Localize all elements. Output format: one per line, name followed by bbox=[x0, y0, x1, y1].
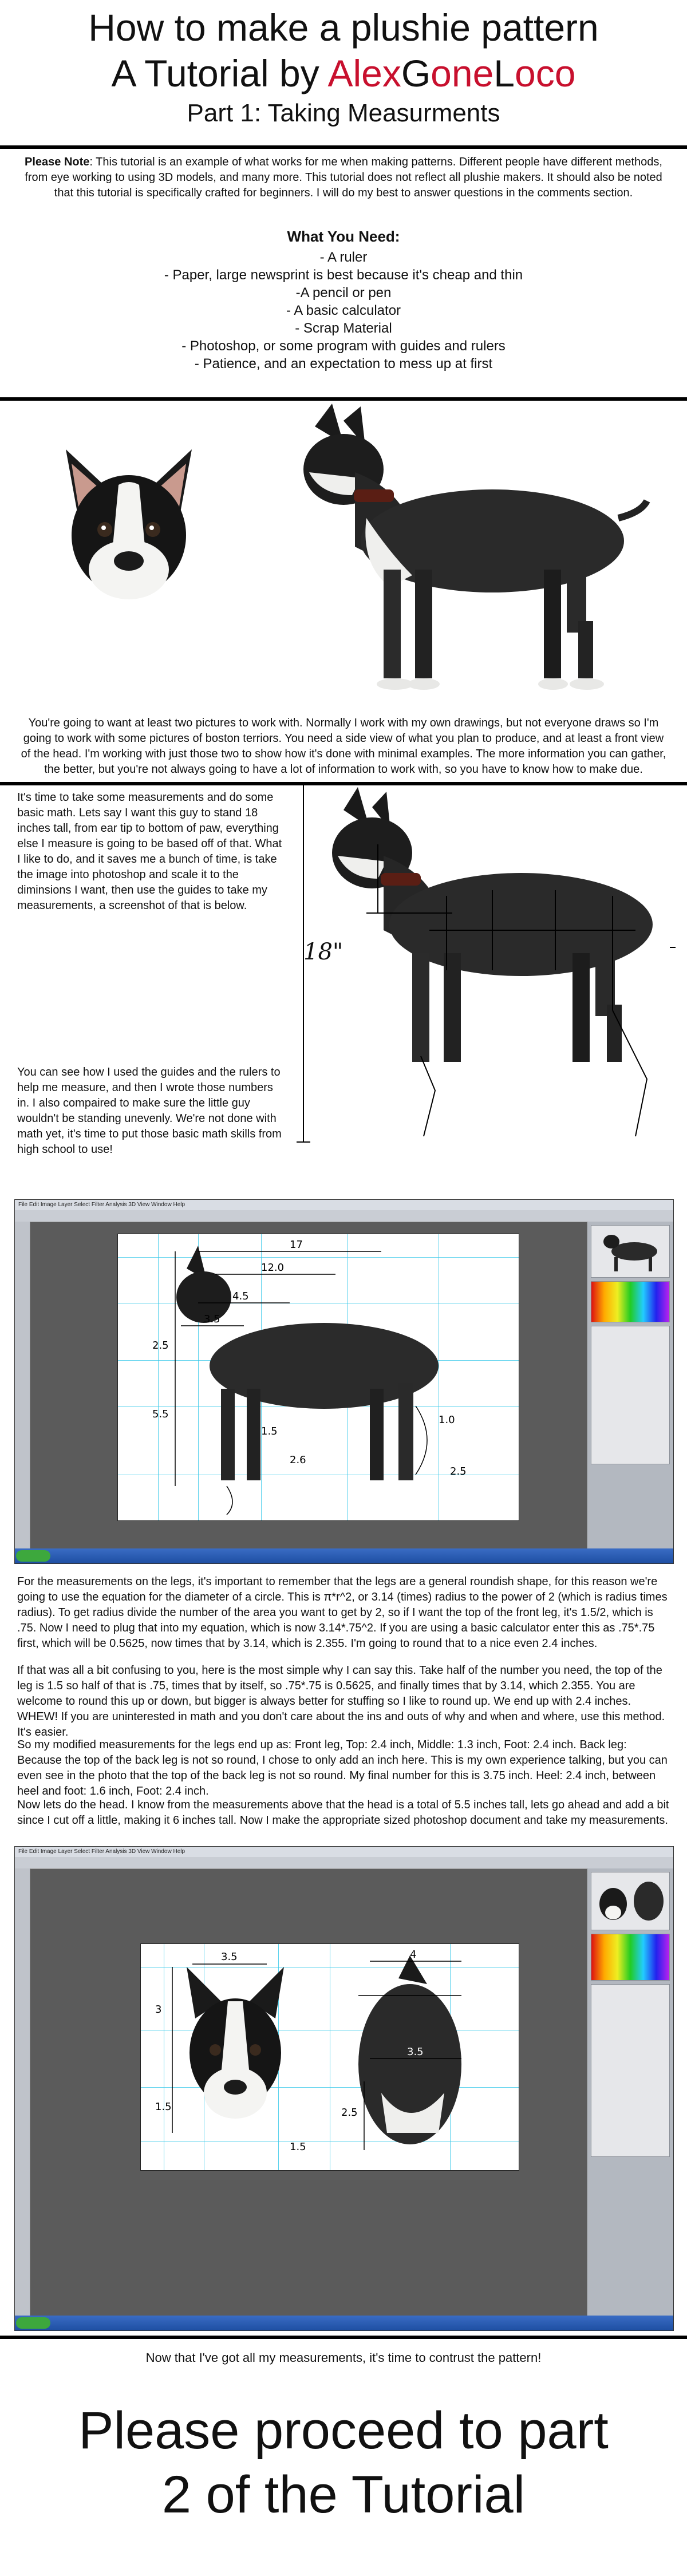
section3-p1: For the measurements on the legs, it's important to remember that the legs are a general roundish shape, for this reason we're going to use the equation for the diameter of a circle. This is π*r^2, or 3.14 (times) radius to the power of 2 (which is radius times radius). To get radius divide the number of the area you want to get by 2, so if I want the top of the front leg, it's 1.5/2, which is .75. Now I need to plug that into my equation, which is now 3.14*.75^2. If you are using a basic calculator enter this as .75*.75 first, which will be 0.5625, now times that by 3.14, which is 2.355. I'm going to round that to a nice even 2.4 inches. bbox=[17, 1575, 668, 1650]
measure-mark: 3.5 bbox=[221, 1951, 238, 1963]
section3-p2: If that was all a bit confusing to you, here is the most simple why I can say this. Take half of the number you need, the top of the leg is 1.5 so half of that is .75, times that by itself, so .75*.75 is 0.5625, and finally times that by 3.14, which 2.355. You are welcome to round this up or down, but bigger is always better for stuffing so I like to round up. We end up with 2.4 inches. WHEW! If you are uninterested in math and you don't care about the ins and outs of why and when and where, use this method. It's easier. bbox=[17, 1664, 665, 1739]
height-label: 18" bbox=[303, 939, 344, 965]
measure-mark: 3.5 bbox=[204, 1313, 220, 1325]
measure-mark: 1.0 bbox=[439, 1414, 455, 1426]
measure-mark: 4 bbox=[410, 1949, 417, 1961]
divider bbox=[0, 397, 687, 401]
tools-panel bbox=[15, 1222, 30, 1548]
measure-mark: 5.5 bbox=[152, 1408, 169, 1420]
photoshop-screenshot-2 bbox=[14, 1846, 674, 2331]
divider bbox=[0, 2336, 687, 2339]
list-item: - Patience, and an expectation to mess up at first bbox=[194, 356, 493, 372]
dog-side-image bbox=[298, 404, 653, 701]
measure-mark: 1.5 bbox=[261, 1425, 278, 1437]
dog-measured-image bbox=[292, 781, 687, 1153]
list-item: - A ruler bbox=[319, 250, 368, 265]
document-canvas bbox=[141, 1944, 519, 2170]
needs-list bbox=[0, 248, 687, 373]
menu-bar: File Edit Image Layer Select Filter Analysis 3D View Window Help bbox=[15, 1847, 673, 1857]
intro-note: Please Note: This tutorial is an example of what works for me when making patterns. Different people have different methods, from eye working to using 3D models, and many more. This tutorial does not reflect all plushie makers. It should also be noted that this tutorial is specifically crafted for beginners. I will do my best to answer questions in the comments section. bbox=[25, 156, 662, 199]
options-bar bbox=[15, 1210, 673, 1222]
document-canvas bbox=[118, 1234, 519, 1520]
measure-mark: 17 bbox=[290, 1239, 303, 1251]
taskbar bbox=[15, 2316, 673, 2330]
measure-mark: 12.0 bbox=[261, 1262, 285, 1274]
measure-mark: 2.6 bbox=[290, 1454, 306, 1466]
start-button bbox=[16, 1550, 50, 1562]
section2-text-a: It's time to take some measurements and do some basic math. Lets say I want this guy to stand 18 inches tall, from ear tip to bottom of paw, everything else I measure is going to be based off of that. What I like to do, and it saves me a bunch of time, is take the image into photoshop and scale it to the diminsions I want, then use the guides to take my measurements, a screenshot of that is below. bbox=[17, 791, 282, 912]
measure-mark: 3 bbox=[155, 2004, 162, 2016]
navigator-thumbnail bbox=[591, 1872, 669, 1929]
need-title: What You Need: bbox=[287, 228, 400, 245]
measure-mark: 2.5 bbox=[341, 2107, 358, 2119]
measure-mark: 1.5 bbox=[155, 2101, 172, 2113]
list-item: - Photoshop, or some program with guides and rulers bbox=[181, 338, 506, 354]
section1-text: You're going to want at least two pictures to work with. Normally I work with my own drawings, but not everyone draws so I'm going to work with some pictures of boston terriors. You need a side view of what you plan to produce, and at least a front view of the head. I'm working with just those two to show how it's done with minimal examples. The more information you can gather, the better, but you're not always going to have a lot of information to work with, so you have to know how to make due. bbox=[21, 717, 666, 776]
outro-text: Now that I've got all my measurements, it's time to contrust the pattern! bbox=[145, 2350, 542, 2365]
color-panel bbox=[591, 1281, 670, 1322]
list-item: - Scrap Material bbox=[295, 321, 392, 336]
taskbar bbox=[15, 1548, 673, 1563]
page-title: How to make a plushie pattern bbox=[88, 6, 599, 49]
measure-mark: 3.5 bbox=[407, 2046, 424, 2058]
list-item: - Paper, large newsprint is best because it's cheap and thin bbox=[164, 267, 523, 283]
measured-heads-canvas bbox=[141, 1944, 519, 2170]
layers-panel bbox=[591, 1984, 670, 2157]
measure-mark: 1.5 bbox=[290, 2141, 306, 2153]
options-bar bbox=[15, 1857, 673, 1869]
measure-mark: 4.5 bbox=[232, 1290, 249, 1302]
measure-mark: 2.5 bbox=[450, 1465, 467, 1477]
proceed-line-2: 2 of the Tutorial bbox=[161, 2466, 526, 2524]
divider bbox=[0, 145, 687, 149]
navigator-panel bbox=[591, 1872, 670, 1930]
tools-panel bbox=[15, 1868, 30, 2316]
measure-mark: 2.5 bbox=[152, 1340, 169, 1352]
layers-panel bbox=[591, 1326, 670, 1464]
section3-p4: Now lets do the head. I know from the measurements above that the head is a total of 5.5 inches tall, lets go ahead and add a bit since I cut off a little, making it 6 inches tall. Now I make the appropriate sized photoshop document and take my measurements. bbox=[17, 1799, 669, 1827]
proceed-message bbox=[0, 2399, 687, 2527]
measured-dog-canvas bbox=[118, 1234, 519, 1520]
navigator-thumbnail bbox=[591, 1226, 669, 1276]
menu-bar: File Edit Image Layer Select Filter Analysis 3D View Window Help bbox=[15, 1200, 673, 1210]
side-panel bbox=[587, 1222, 673, 1548]
page-title-author: A Tutorial by AlexGoneLoco bbox=[111, 52, 576, 94]
navigator-panel bbox=[591, 1225, 670, 1278]
color-panel bbox=[591, 1934, 670, 1981]
list-item: -A pencil or pen bbox=[295, 285, 392, 301]
dog-head-front-image bbox=[54, 444, 203, 604]
list-item: - A basic calculator bbox=[286, 303, 401, 318]
side-panel bbox=[587, 1868, 673, 2316]
page-subtitle: Part 1: Taking Measurments bbox=[187, 99, 500, 127]
proceed-line-1: Please proceed to part bbox=[78, 2401, 609, 2460]
photoshop-screenshot-1 bbox=[14, 1199, 674, 1564]
header bbox=[0, 5, 687, 129]
start-button bbox=[16, 2317, 50, 2329]
section2-text-b: You can see how I used the guides and the rulers to help me measure, and then I wrote those numbers in. I also compaired to make sure the little guy wouldn't be standing unevenly. We're not done with math yet, it's time to put those basic math skills from high school to use! bbox=[17, 1066, 282, 1156]
section3-p3: So my modified measurements for the legs end up as: Front leg, Top: 2.4 inch, Middle: 1.3 inch, Foot: 2.4 inch. Back leg: Because the top of the back leg is not so round, I chose to only add an inch here. This is my own experience talking, but you can even see in the photo that the top of the back leg is not so round. My final number for this is 3.75 inch. Heel: 2.4 inch, between heel and foot: 1.6 inch, Foot: 2.4 inch. bbox=[17, 1739, 668, 1797]
